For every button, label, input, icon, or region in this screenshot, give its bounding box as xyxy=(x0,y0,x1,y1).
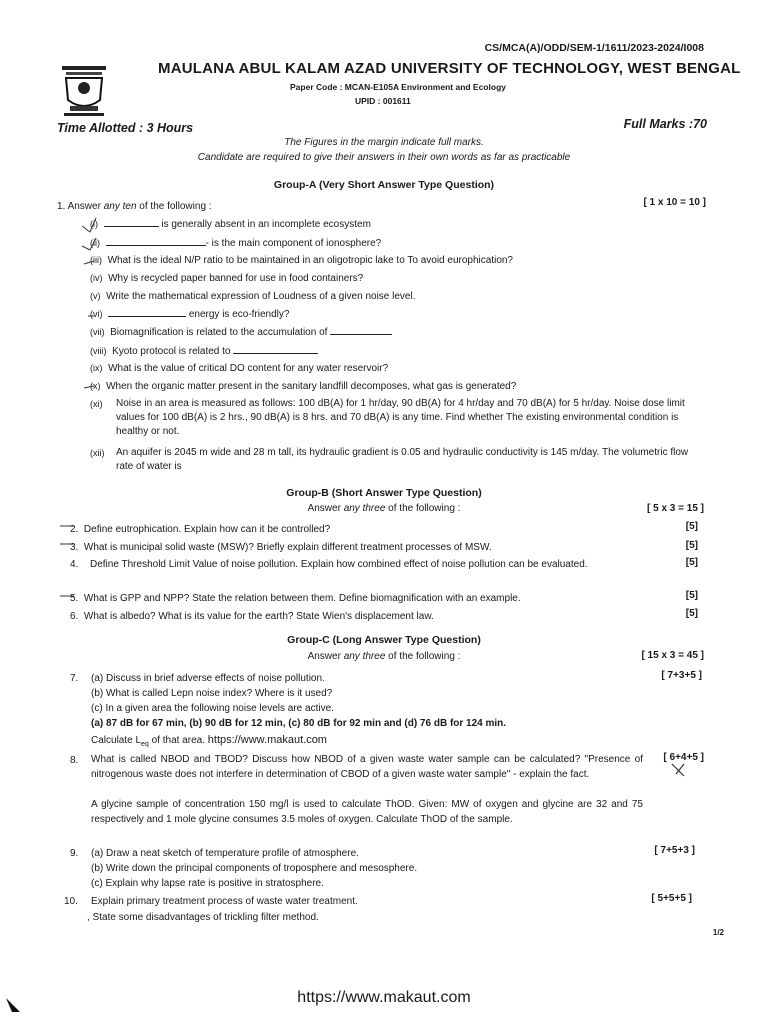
question-item: 4. Define Threshold Limit Value of noise pollution. Explain how combined effect of noise pollution can be evaluated. xyxy=(70,559,588,570)
question-marks: [ 7+5+3 ] xyxy=(654,845,695,856)
exam-code: CS/MCA(A)/ODD/SEM-1/1611/2023-2024/I008 xyxy=(484,42,704,54)
q8-part-2: A glycine sample of concentration 150 mg/l is used to calculate ThOD. Given: MW of oxygen and glycine are 32 and 75 respectively and 1 mole glycine consumes 3.5 moles of oxygen. Calculate ThOD of the sample. xyxy=(91,799,643,825)
question-item: (xii) An aquifer is 2045 m wide and 28 m tall, its hydraulic gradient is 0.05 and hydraulic conductivity is 145 m/day. The volumetric flow rate of water is xyxy=(90,447,689,472)
question-item: 2. Define eutrophication. Explain how can it be controlled? xyxy=(70,524,331,535)
instruction-marks: The Figures in the margin indicate full marks. xyxy=(284,137,484,148)
group-b-title: Group-B (Short Answer Type Question) xyxy=(286,487,482,499)
group-a-title: Group-A (Very Short Answer Type Question) xyxy=(273,179,495,191)
makaut-link[interactable]: https://www.makaut.com xyxy=(207,734,327,746)
question-number: 8. xyxy=(70,755,79,766)
q7-part-c: (c) In a given area the following noise levels are active. xyxy=(91,703,334,714)
question-marks: [ 6+4+5 ] xyxy=(663,752,704,763)
full-marks: Full Marks :70 xyxy=(623,117,707,131)
q7-part-a: (a) Discuss in brief adverse effects of noise pollution. xyxy=(91,673,325,684)
q10-part-b: , State some disadvantages of trickling filter method. xyxy=(87,912,319,923)
instruction-words: Candidate are required to give their answers in their own words as far as practicable xyxy=(197,152,571,163)
q8-part-1: What is called NBOD and TBOD? Discuss how NBOD of a given waste water sample can be calculated? "Presence of nitrogenous waste does not interfere in determination of CBOD of a given waste water sample" - explain the fact. xyxy=(91,754,643,780)
paper-code: Paper Code : MCAN-E105A Environment and Ecology xyxy=(290,82,506,92)
question-item: 5. What is GPP and NPP? State the relation between them. Define biomagnification with an example. xyxy=(70,593,521,604)
page-number: 1/2 xyxy=(712,928,724,937)
question-marks: [5] xyxy=(685,590,698,601)
question-item: (iii) What is the ideal N/P ratio to be maintained in an oligotropic lake to To avoid europhication? xyxy=(90,255,513,266)
group-c-prompt: Answer any three of the following : xyxy=(307,651,461,662)
question-marks: [5] xyxy=(685,521,698,532)
time-allotted: Time Allotted : 3 Hours xyxy=(57,121,194,135)
question-item: 6. What is albedo? What is its value for the earth? State Wien's displacement law. xyxy=(70,611,434,622)
q9-part-b: (b) Write down the principal components of troposphere and mesosphere. xyxy=(91,863,418,874)
q7-noise-levels: (a) 87 dB for 67 min, (b) 90 dB for 12 min, (c) 80 dB for 92 min and (d) 76 dB for 124 min. xyxy=(91,718,507,729)
q7-calculate: Calculate $L_{eq}$ of that area. https://www.makaut.com xyxy=(91,734,327,748)
pen-annotations xyxy=(58,210,98,610)
question-marks: [ 5+5+5 ] xyxy=(651,893,692,904)
question-item: (x) When the organic matter present in the sanitary landfill decomposes, what gas is generated? xyxy=(90,381,517,392)
group-a-prompt: 1. Answer any ten of the following : xyxy=(57,201,212,212)
question-number: 7. xyxy=(70,673,79,684)
question-item: (vi) energy is eco-friendly? xyxy=(90,309,290,320)
pen-mark-icon xyxy=(666,760,696,780)
question-item: (iv) Why is recycled paper banned for use in food containers? xyxy=(90,273,364,284)
group-c-marks: [ 15 x 3 = 45 ] xyxy=(641,650,704,661)
university-name: MAULANA ABUL KALAM AZAD UNIVERSITY OF TECHNOLOGY, WEST BENGAL xyxy=(158,60,741,77)
q9-part-c: (c) Explain why lapse rate is positive in stratosphere. xyxy=(91,878,324,889)
footer-url[interactable]: https://www.makaut.com xyxy=(297,989,471,1006)
question-number: 9. xyxy=(70,848,79,859)
question-marks: [5] xyxy=(685,540,698,551)
question-item: (ii) - is the main component of ionosphere? xyxy=(90,238,382,249)
q7-part-b: (b) What is called Lepn noise index? Where is it used? xyxy=(91,688,333,699)
question-marks: [ 7+3+5 ] xyxy=(661,670,702,681)
group-b-marks: [ 5 x 3 = 15 ] xyxy=(647,503,704,514)
question-item: (xi) Noise in an area is measured as follows: 100 dB(A) for 1 hr/day, 90 dB(A) for 4 hr/day and 70 dB(A) for 5 hr/day. Noise dose limit values for 100 dB(A) is 2 hrs., 90 dB(A) is 8 hrs. and 70 dB(A) is any time. Find whether The existing environmental condition is healthy or not. xyxy=(90,398,685,437)
group-a-marks: [ 1 x 10 = 10 ] xyxy=(643,197,706,208)
question-item: (v) Write the mathematical expression of Loudness of a given noise level. xyxy=(90,291,416,302)
question-item: 3. What is municipal solid waste (MSW)? Briefly explain different treatment processes of MSW. xyxy=(70,542,492,553)
question-marks: [5] xyxy=(685,608,698,619)
question-marks: [5] xyxy=(685,557,698,568)
question-item: (viii) Kyoto protocol is related to xyxy=(90,344,318,359)
group-b-prompt: Answer any three of the following : xyxy=(307,503,461,514)
q10-part-a: Explain primary treatment process of waste water treatment. xyxy=(91,896,358,907)
question-number: 10. xyxy=(64,896,78,907)
question-item: (i) is generally absent in an incomplete ecosystem xyxy=(90,219,371,230)
upid: UPID : 001611 xyxy=(355,96,411,106)
question-item: (ix) What is the value of critical DO content for any water reservoir? xyxy=(90,363,389,374)
question-item: (vii) Biomagnification is related to the accumulation of xyxy=(90,325,392,340)
group-c-title: Group-C (Long Answer Type Question) xyxy=(287,634,481,646)
q9-part-a: (a) Draw a neat sketch of temperature profile of atmosphere. xyxy=(91,848,359,859)
university-logo xyxy=(60,64,108,120)
